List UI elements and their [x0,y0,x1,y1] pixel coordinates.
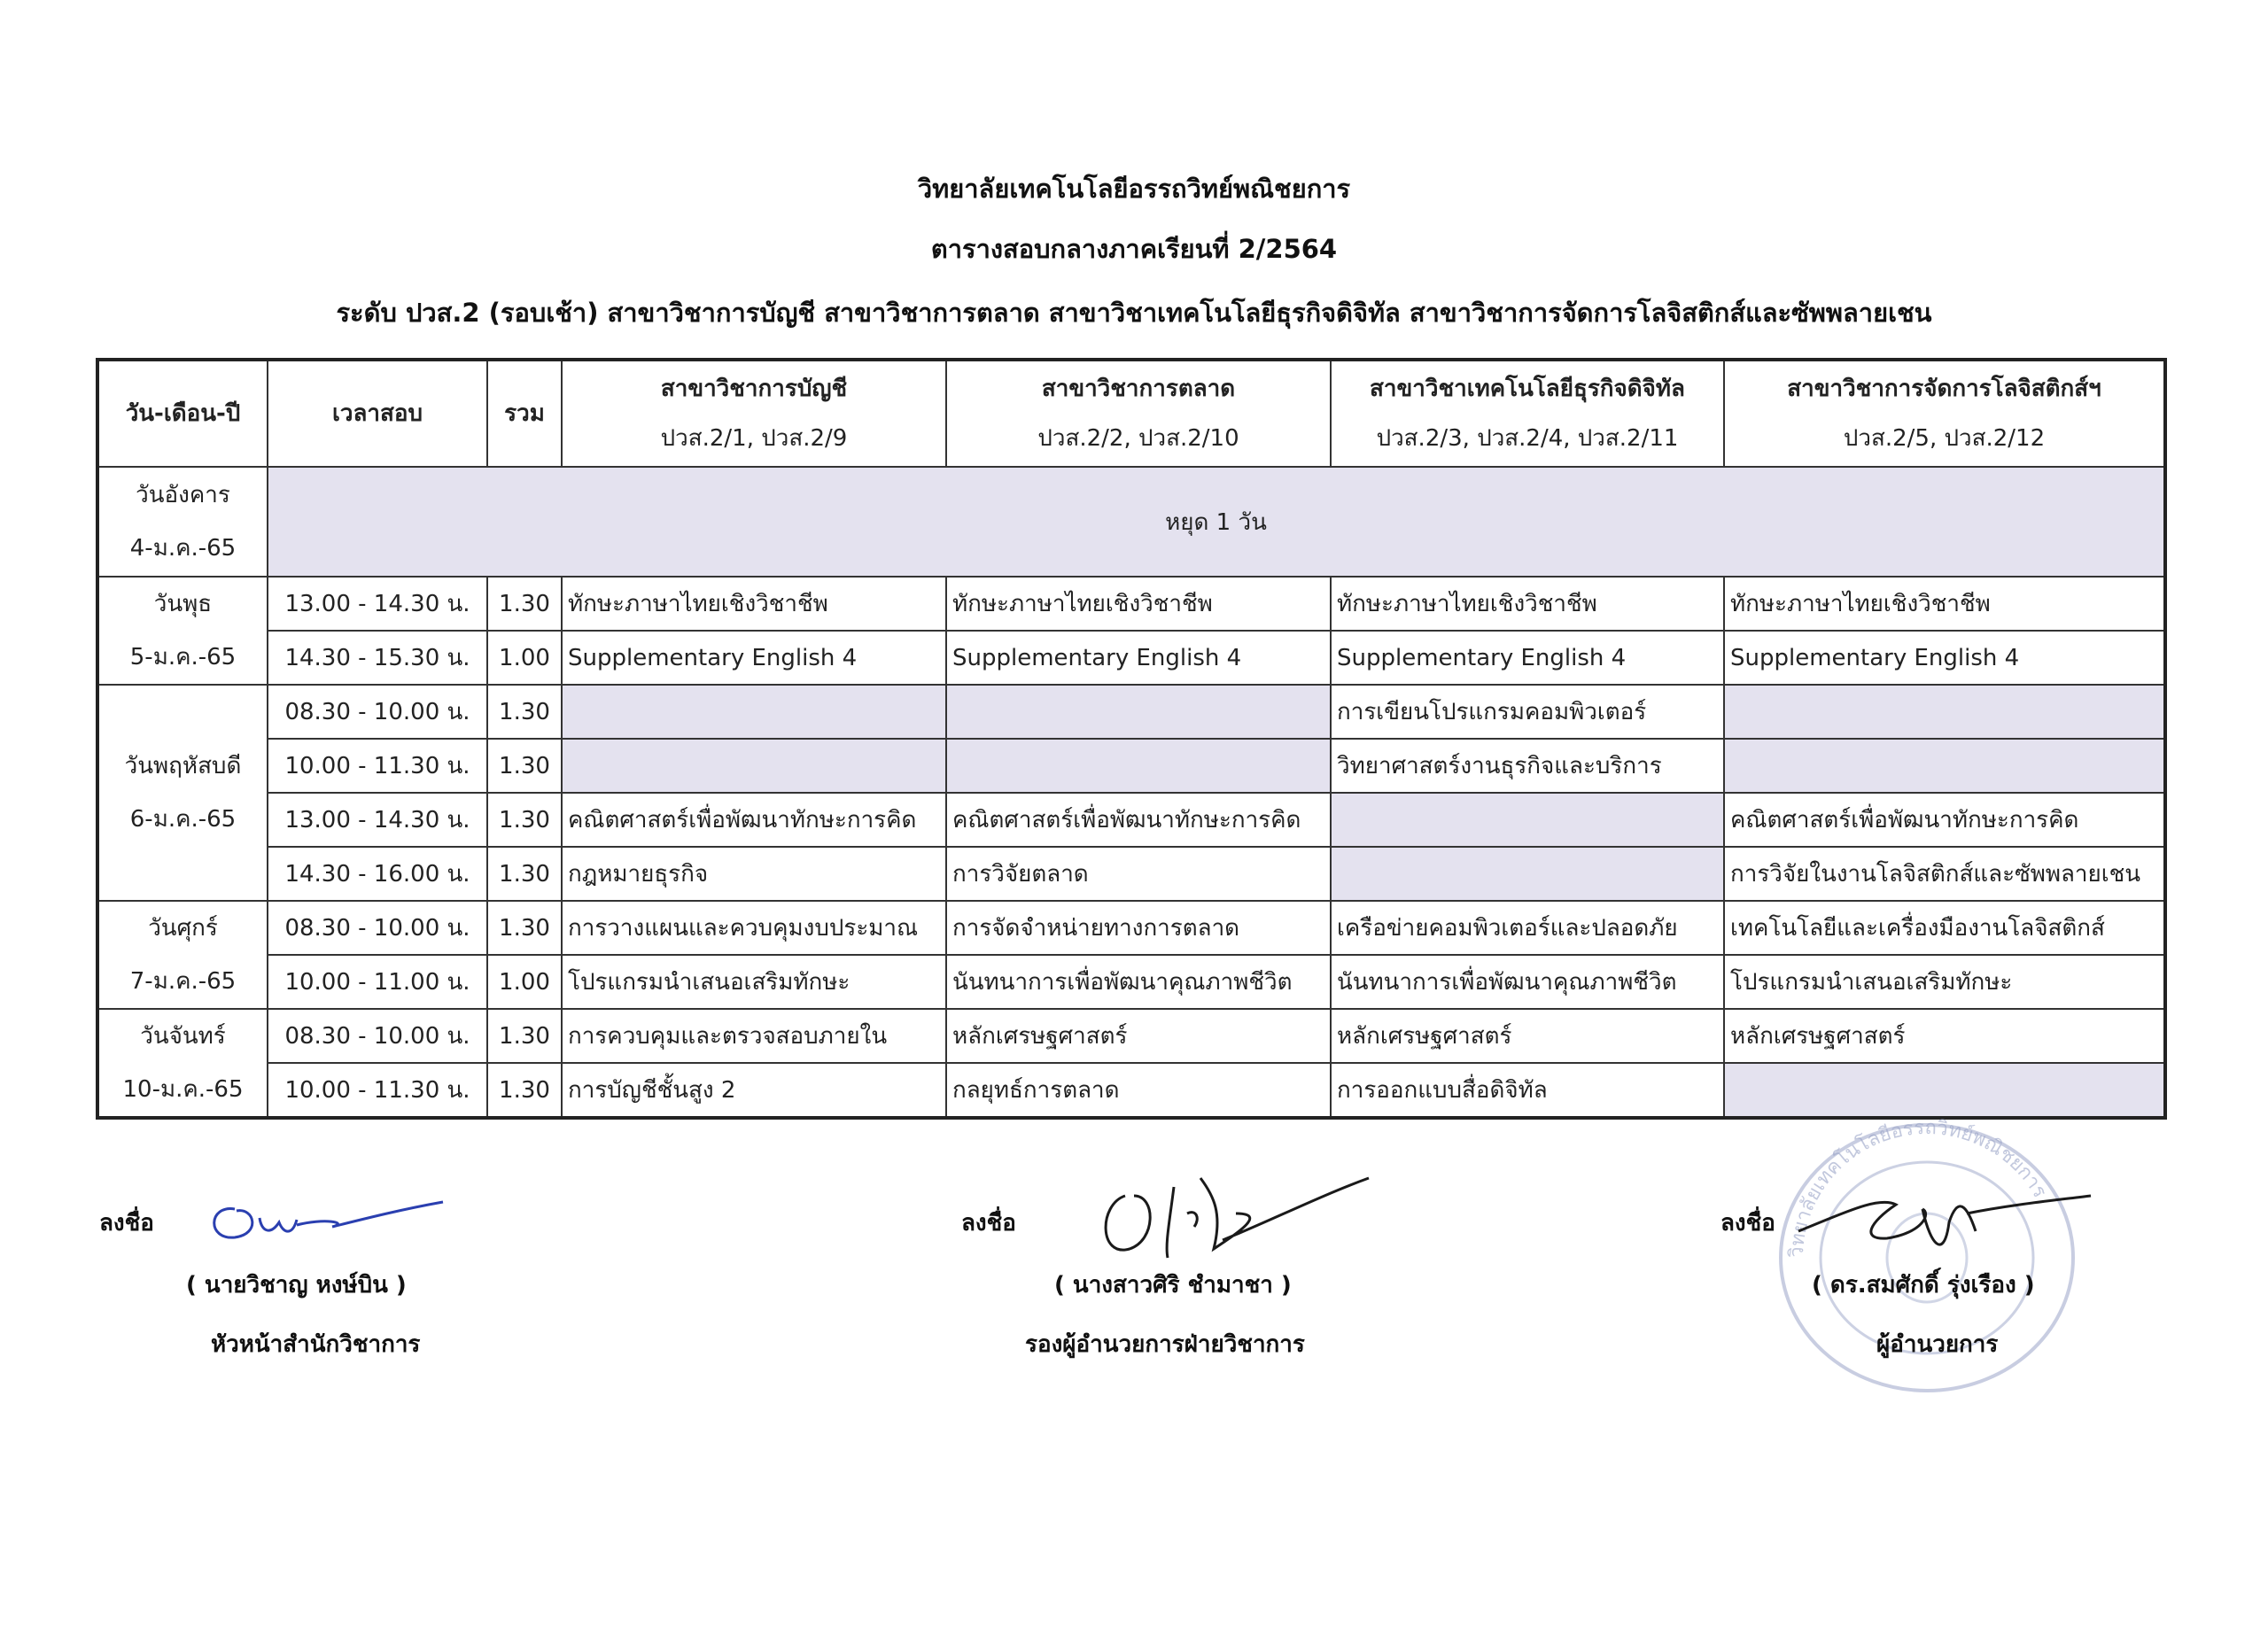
exam-time: 13.00 - 14.30 น. [268,793,487,847]
exam-total: 1.30 [487,1009,562,1063]
signature-left [199,1182,456,1253]
header-time: เวลาสอบ [268,360,487,467]
subject-accounting: กฎหมายธุรกิจ [562,847,946,901]
subject-logistics: การวิจัยในงานโลจิสติกส์และซัพพลายเชน [1724,847,2165,901]
subject-marketing: ทักษะภาษาไทยเชิงวิชาชีพ [946,577,1331,631]
date-cell [97,901,268,1009]
subject-logistics: ทักษะภาษาไทยเชิงวิชาชีพ [1724,577,2165,631]
sign-label-left: ลงชื่อ [99,1210,154,1237]
subject-accounting: คณิตศาสตร์เพื่อพัฒนาทักษะการคิด [562,793,946,847]
subject-digital: ทักษะภาษาไทยเชิงวิชาชีพ [1331,577,1724,631]
exam-time: 13.00 - 14.30 น. [268,577,487,631]
subject-accounting: Supplementary English 4 [562,631,946,685]
header-accounting-groups: ปวส.2/1, ปวส.2/9 [660,425,848,452]
subject-digital: เครือข่ายคอมพิวเตอร์และปลอดภัย [1331,901,1724,955]
exam-total: 1.30 [487,739,562,793]
stamp-text: วิทยาลัยเทคโนโลยีอรรถวิทย์พณิชยการ [1785,1116,2051,1259]
subject-logistics [1724,685,2165,739]
header-accounting-label: สาขาวิชาการบัญชี [660,376,848,402]
header-digital-groups: ปวส.2/3, ปวส.2/4, ปวส.2/11 [1376,425,1679,452]
exam-total: 1.30 [487,685,562,739]
subject-marketing: หลักเศรษฐศาสตร์ [946,1009,1331,1063]
header-digital-label: สาขาวิชาเทคโนโลยีธุรกิจดิจิทัล [1370,376,1685,402]
subject-accounting: โปรแกรมนำเสนอเสริมทักษะ [562,955,946,1009]
subject-marketing [946,739,1331,793]
subject-logistics: เทคโนโลยีและเครื่องมืองานโลจิสติกส์ [1724,901,2165,955]
signer-position-left: หัวหน้าสำนักวิชาการ [211,1331,421,1358]
exam-time: 14.30 - 16.00 น. [268,847,487,901]
subject-logistics [1724,1063,2165,1118]
day-date: 4-ม.ค.-65 [129,535,237,562]
table-row [97,631,2165,685]
exam-total: 1.00 [487,631,562,685]
exam-time: 08.30 - 10.00 น. [268,685,487,739]
table-row [97,467,2165,577]
header-logistics-groups: ปวส.2/5, ปวส.2/12 [1843,425,2046,452]
day-date: 10-ม.ค.-65 [122,1076,244,1103]
header-logistics [1724,360,2165,467]
subject-accounting [562,685,946,739]
table-header-row [97,360,2165,467]
date-cell [97,685,268,901]
schedule-title: ตารางสอบกลางภาคเรียนที่ 2/2564 [930,234,1338,264]
header-marketing-groups: ปวส.2/2, ปวส.2/10 [1037,425,1239,452]
exam-time: 14.30 - 15.30 น. [268,631,487,685]
subject-digital: การเขียนโปรแกรมคอมพิวเตอร์ [1331,685,1724,739]
day-date: 7-ม.ค.-65 [129,968,237,995]
exam-time: 08.30 - 10.00 น. [268,1009,487,1063]
table-row [97,577,2165,631]
table-row [97,793,2165,847]
holiday-note: หยุด 1 วัน [268,467,2165,577]
subject-marketing: คณิตศาสตร์เพื่อพัฒนาทักษะการคิด [946,793,1331,847]
table-row [97,1009,2165,1063]
header-digital [1331,360,1724,467]
day-date: 6-ม.ค.-65 [129,806,237,833]
signature-right [1790,1169,2109,1267]
subject-marketing: กลยุทธ์การตลาด [946,1063,1331,1118]
subject-marketing: นันทนาการเพื่อพัฒนาคุณภาพชีวิต [946,955,1331,1009]
header-marketing [946,360,1331,467]
institution-name: วิทยาลัยเทคโนโลยีอรรถวิทย์พณิชยการ [917,174,1351,204]
exam-total: 1.30 [487,847,562,901]
signer-name-right: ( ดร.สมศักดิ์ รุ่งเรือง ) [1812,1272,2035,1299]
exam-total: 1.00 [487,955,562,1009]
header-date: วัน-เดือน-ปี [97,360,268,467]
exam-total: 1.30 [487,577,562,631]
day-name: วันพุธ [153,591,213,617]
subject-logistics: Supplementary English 4 [1724,631,2165,685]
day-name: วันจันทร์ [140,1023,226,1050]
table-row [97,901,2165,955]
exam-total: 1.30 [487,1063,562,1118]
exam-time: 10.00 - 11.30 น. [268,1063,487,1118]
subject-marketing: การจัดจำหน่ายทางการตลาด [946,901,1331,955]
subject-digital: การออกแบบสื่อดิจิทัล [1331,1063,1724,1118]
subject-digital: วิทยาศาสตร์งานธุรกิจและบริการ [1331,739,1724,793]
signer-name-center: ( นางสาวศิริ ชำมาชา ) [1054,1272,1292,1299]
subject-logistics: หลักเศรษฐศาสตร์ [1724,1009,2165,1063]
header-total: รวม [487,360,562,467]
subject-digital [1331,847,1724,901]
subject-digital [1331,793,1724,847]
table-row [97,1063,2165,1118]
day-name: วันพฤหัสบดี [124,753,242,779]
schedule-subtitle: ระดับ ปวส.2 (รอบเช้า) สาขาวิชาการบัญชี สาขาวิชาการตลาด สาขาวิชาเทคโนโลยีธุรกิจดิจิทัล สาขาวิชาการจัดการโลจิสติกส์และซัพพลายเชน [336,298,1932,328]
signer-position-center: รองผู้อำนวยการฝ่ายวิชาการ [1025,1331,1305,1358]
header-logistics-label: สาขาวิชาการจัดการโลจิสติกส์ฯ [1787,376,2101,402]
sign-label-right: ลงชื่อ [1720,1210,1775,1237]
date-cell [97,467,268,577]
subject-marketing: การวิจัยตลาด [946,847,1331,901]
table-row [97,955,2165,1009]
subject-accounting: การควบคุมและตรวจสอบภายใน [562,1009,946,1063]
header-marketing-label: สาขาวิชาการตลาด [1041,376,1236,402]
subject-accounting: ทักษะภาษาไทยเชิงวิชาชีพ [562,577,946,631]
signer-position-right: ผู้อำนวยการ [1876,1331,1999,1358]
subject-accounting: การวางแผนและควบคุมงบประมาณ [562,901,946,955]
day-date: 5-ม.ค.-65 [129,644,237,671]
signer-name-left: ( นายวิชาญ หงษ์บิน ) [186,1272,407,1299]
exam-total: 1.30 [487,901,562,955]
exam-time: 08.30 - 10.00 น. [268,901,487,955]
date-cell [97,577,268,685]
subject-digital: Supplementary English 4 [1331,631,1724,685]
table-row [97,847,2165,901]
subject-marketing [946,685,1331,739]
subject-marketing: Supplementary English 4 [946,631,1331,685]
subject-logistics: คณิตศาสตร์เพื่อพัฒนาทักษะการคิด [1724,793,2165,847]
subject-accounting [562,739,946,793]
exam-time: 10.00 - 11.30 น. [268,739,487,793]
subject-logistics: โปรแกรมนำเสนอเสริมทักษะ [1724,955,2165,1009]
header-accounting [562,360,946,467]
date-cell [97,1009,268,1118]
subject-digital: หลักเศรษฐศาสตร์ [1331,1009,1724,1063]
subject-digital: นันทนาการเพื่อพัฒนาคุณภาพชีวิต [1331,955,1724,1009]
table-row [97,739,2165,793]
sign-label-center: ลงชื่อ [961,1210,1016,1237]
exam-time: 10.00 - 11.00 น. [268,955,487,1009]
exam-total: 1.30 [487,793,562,847]
day-name: วันอังคาร [136,482,230,508]
table-row [97,685,2165,739]
subject-logistics [1724,739,2165,793]
day-name: วันศุกร์ [148,915,218,942]
subject-accounting: การบัญชีชั้นสูง 2 [562,1063,946,1118]
exam-schedule-table [96,358,2167,1120]
signature-center [1090,1160,1382,1267]
